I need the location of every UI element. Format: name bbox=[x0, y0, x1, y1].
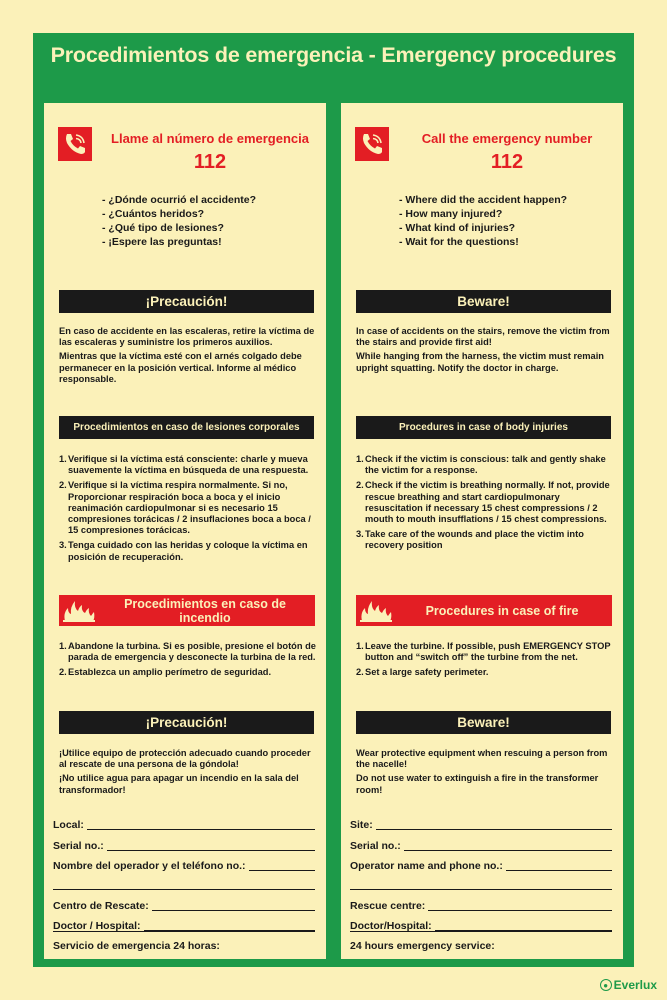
doctor-field: Doctor / Hospital: bbox=[53, 916, 315, 934]
list-item: - Where did the accident happen? bbox=[399, 194, 568, 206]
blank-line bbox=[53, 931, 315, 932]
stairs-instructions bbox=[356, 326, 612, 374]
list-item: 1. Abandone la turbina. Si es posible, presione el botón de parada de emergencia y desconecte la turbina de la red. bbox=[59, 641, 316, 663]
doctor-field: Doctor/Hospital: bbox=[350, 916, 612, 934]
fire-icon bbox=[356, 595, 396, 626]
running-man-icon: ● bbox=[600, 979, 612, 991]
site-field: Site: bbox=[350, 815, 612, 833]
operator-field: Operator name and phone no.: bbox=[350, 856, 612, 874]
panel-spanish bbox=[44, 103, 326, 959]
question-list bbox=[102, 193, 322, 249]
paragraph: Wear protective equipment when rescuing a person from the nacelle! bbox=[356, 748, 608, 770]
serial-field: Serial no.: bbox=[53, 836, 315, 854]
fire-warnings bbox=[356, 748, 612, 796]
call-title: Llame al número de emergencia bbox=[111, 131, 309, 146]
paragraph: In case of accidents on the stairs, remove the victim from the stairs and provide first aid! bbox=[356, 326, 610, 348]
sign-title: Procedimientos de emergencia - Emergency procedures bbox=[50, 43, 617, 67]
blank-line bbox=[53, 889, 315, 890]
list-item: 1. Verifique si la víctima está consciente: charle y mueva suavemente la víctima en búsqueda de una respuesta. bbox=[59, 454, 309, 476]
beware-heading: Beware! bbox=[356, 711, 611, 734]
list-item: 2. Set a large safety perimeter. bbox=[356, 667, 489, 678]
fire-steps-list bbox=[356, 641, 614, 683]
phone-icon bbox=[355, 127, 389, 161]
paragraph: En caso de accidente en las escaleras, retire la víctima de las escaleras y suministre los primeros auxilios. bbox=[59, 326, 315, 348]
fire-heading bbox=[59, 595, 315, 626]
beware-heading: ¡Precaución! bbox=[59, 290, 314, 313]
paragraph: ¡Utilice equipo de protección adecuado cuando proceder al rescate de una persona de la góndola! bbox=[59, 748, 311, 770]
list-item: - ¿Cuántos heridos? bbox=[102, 208, 205, 220]
list-item: - ¿Dónde ocurrió el accidente? bbox=[102, 194, 257, 206]
beware-heading: Beware! bbox=[356, 290, 611, 313]
list-item: 2. Verifique si la víctima respira normalmente. Si no, Proporcionar respiración boca a boca y el inicio reanimación cardiopulmonar si es necesario 15 compresiones torácicas / 2 insuflaciones boca a boca / 15 compresiones torácicas. bbox=[59, 480, 311, 536]
list-item: 1. Leave the turbine. If possible, push EMERGENCY STOP button and “switch off” the turbine from the net. bbox=[356, 641, 611, 663]
site-field: Local: bbox=[53, 815, 315, 833]
serial-field: Serial no.: bbox=[350, 836, 612, 854]
injuries-heading: Procedimientos en caso de lesiones corporales bbox=[59, 416, 314, 439]
service-field: 24 hours emergency service: bbox=[350, 940, 495, 952]
paragraph: ¡No utilice agua para apagar un incendio en la sala del transformador! bbox=[59, 773, 299, 795]
fire-icon bbox=[59, 595, 99, 626]
injuries-heading: Procedures in case of body injuries bbox=[356, 416, 611, 439]
call-number: 112 bbox=[490, 151, 524, 173]
list-item: - ¿Qué tipo de lesiones? bbox=[102, 222, 224, 234]
fire-heading bbox=[356, 595, 612, 626]
rescue-field: Rescue centre: bbox=[350, 896, 612, 914]
list-item: - How many injured? bbox=[399, 208, 503, 220]
list-item: 3. Tenga cuidado con las heridas y coloque la víctima en posición de recuperación. bbox=[59, 540, 308, 562]
brand-logo bbox=[600, 978, 657, 992]
paragraph: While hanging from the harness, the victim must remain upright squatting. Notify the doctor in charge. bbox=[356, 351, 604, 373]
call-number: 112 bbox=[193, 151, 227, 173]
service-field: Servicio de emergencia 24 horas: bbox=[53, 940, 220, 952]
question-list bbox=[399, 193, 619, 249]
emergency-sign bbox=[33, 33, 634, 967]
list-item: 2. Establezca un amplio perímetro de seguridad. bbox=[59, 667, 272, 678]
blank-line bbox=[350, 931, 612, 932]
injuries-list bbox=[59, 454, 317, 567]
rescue-field: Centro de Rescate: bbox=[53, 896, 315, 914]
stairs-instructions bbox=[59, 326, 315, 385]
paragraph: Mientras que la víctima esté con el arnés colgado debe permanecer en la posición vertical. Informe al médico responsable. bbox=[59, 351, 302, 384]
list-item: - Wait for the questions! bbox=[399, 236, 519, 248]
list-item: 3. Take care of the wounds and place the victim into recovery position bbox=[356, 529, 584, 551]
list-item: - What kind of injuries? bbox=[399, 222, 516, 234]
phone-icon bbox=[58, 127, 92, 161]
operator-field: Nombre del operador y el teléfono no.: bbox=[53, 856, 315, 874]
fire-warnings bbox=[59, 748, 315, 796]
list-item: 1. Check if the victim is conscious: talk and gently shake the victim for a response. bbox=[356, 454, 606, 476]
beware-heading: ¡Precaución! bbox=[59, 711, 314, 734]
brand-name: Everlux bbox=[613, 978, 657, 992]
fire-steps-list bbox=[59, 641, 317, 683]
list-item: - ¡Espere las preguntas! bbox=[102, 236, 222, 248]
fire-heading-label: Procedures in case of fire bbox=[425, 603, 579, 618]
panel-english bbox=[341, 103, 623, 959]
fire-heading-label: Procedimientos en caso de incendio bbox=[124, 596, 286, 625]
call-title: Call the emergency number bbox=[421, 131, 593, 146]
blank-line bbox=[350, 889, 612, 890]
injuries-list bbox=[356, 454, 614, 556]
list-item: 2. Check if the victim is breathing normally. If not, provide rescue breathing and start cardiopulmonary resuscitation if necessary 15 chest compressions / 2 mouth to mouth insufflations / 15 chest compressions. bbox=[356, 480, 610, 525]
paragraph: Do not use water to extinguish a fire in the transformer room! bbox=[356, 773, 599, 795]
